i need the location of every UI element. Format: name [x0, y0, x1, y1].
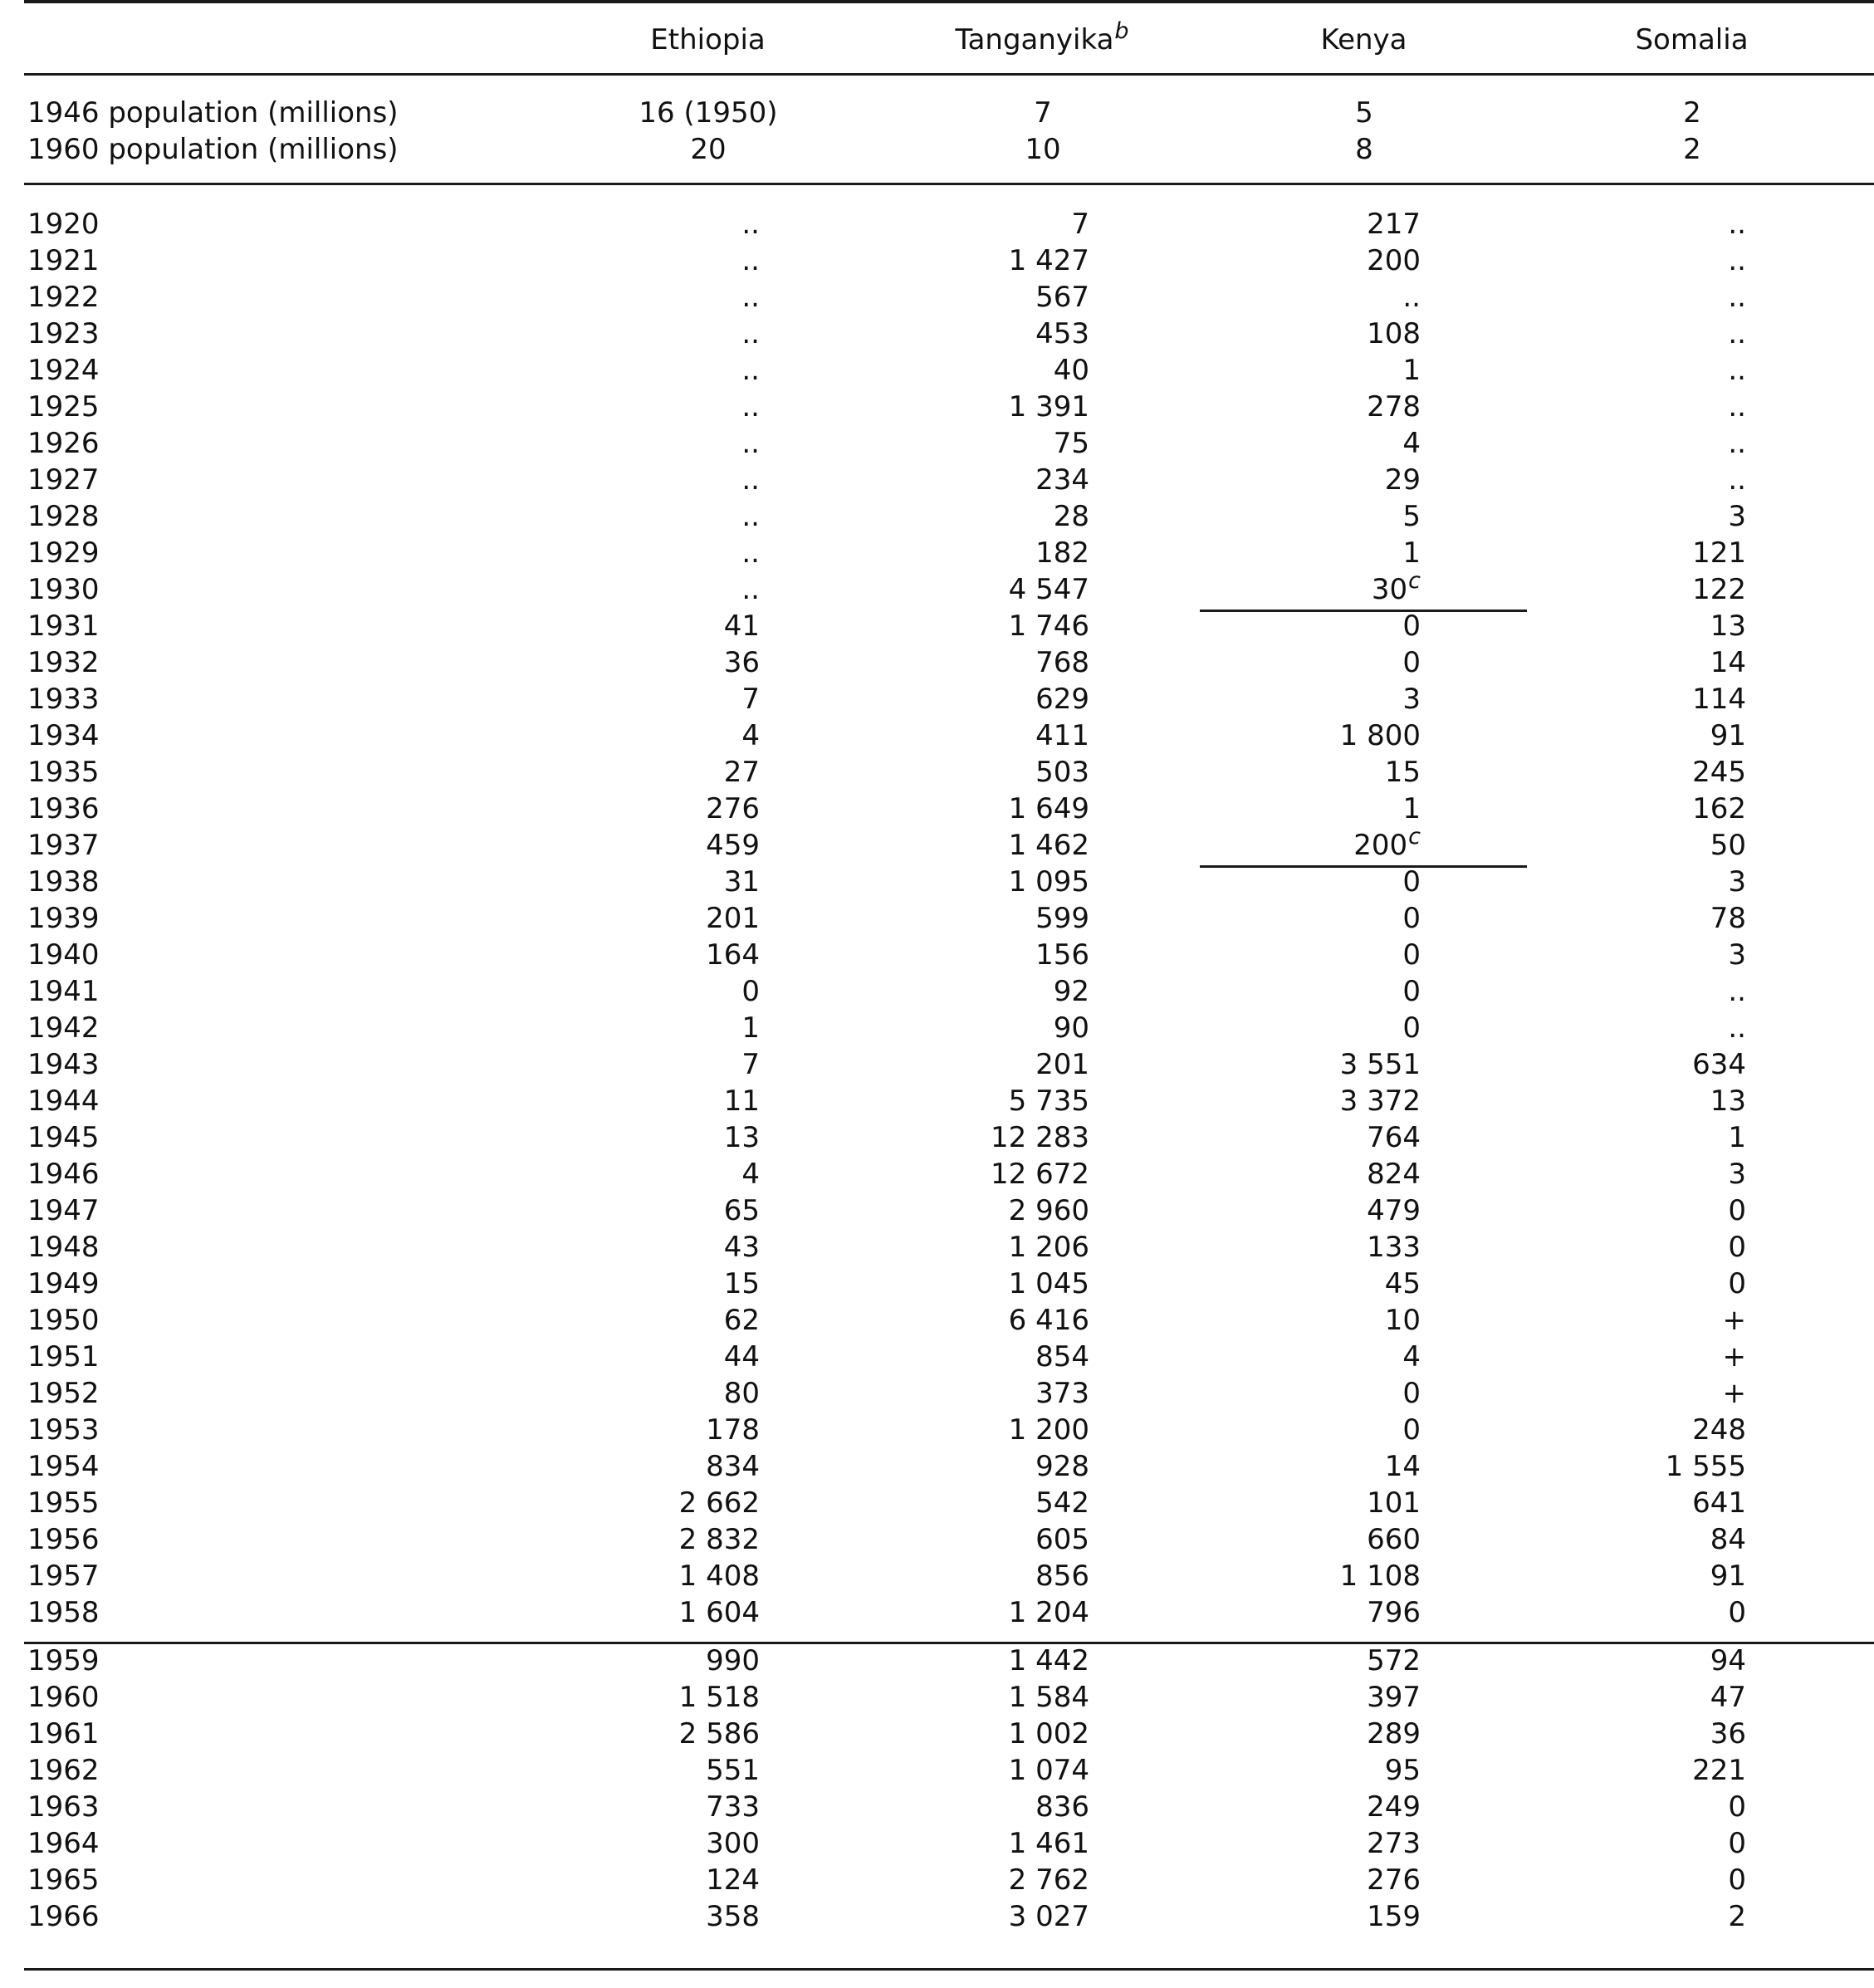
value-somalia: 91 [1710, 1560, 1746, 1593]
value-somalia: 0 [1728, 1231, 1746, 1264]
year-label: 1920 [27, 208, 100, 241]
value-tanganyika: 6 416 [1008, 1304, 1089, 1337]
year-label: 1949 [27, 1267, 100, 1300]
year-label: 1951 [27, 1340, 100, 1373]
value-ethiopia: 43 [723, 1231, 760, 1264]
value-kenya: 217 [1367, 208, 1421, 241]
value-somalia: 84 [1710, 1523, 1746, 1556]
value-kenya: 4 [1402, 1340, 1421, 1373]
value-somalia: 122 [1692, 573, 1746, 606]
value-ethiopia: .. [741, 427, 760, 460]
bottom-rule [24, 1968, 1874, 1971]
value-ethiopia: 31 [723, 865, 760, 899]
year-label: 1942 [27, 1011, 100, 1045]
value-ethiopia: 1 604 [678, 1596, 760, 1629]
value-somalia: 248 [1692, 1413, 1746, 1447]
year-label: 1960 [27, 1681, 100, 1714]
value-kenya: 796 [1367, 1596, 1421, 1629]
value-tanganyika: 836 [1035, 1790, 1089, 1824]
value-kenya: 0 [1402, 975, 1421, 1008]
population-1960-ethiopia: 20 [690, 133, 727, 166]
year-label: 1955 [27, 1486, 100, 1520]
value-tanganyika: 75 [1053, 427, 1089, 460]
value-ethiopia: 459 [706, 829, 760, 862]
value-somalia: 641 [1692, 1486, 1746, 1520]
column-header-tanganyika: Tanganyika$^b$ [955, 18, 1129, 56]
value-tanganyika: 542 [1035, 1486, 1089, 1520]
value-somalia: .. [1728, 390, 1746, 424]
value-kenya: 133 [1367, 1231, 1421, 1264]
kenya-break-rule [1200, 610, 1527, 612]
value-ethiopia: 2 586 [678, 1717, 760, 1751]
population-label-1960: 1960 population (millions) [27, 133, 399, 166]
value-kenya: 0 [1402, 865, 1421, 899]
value-ethiopia: 4 [741, 1158, 760, 1191]
column-header-ethiopia: Ethiopia [650, 23, 766, 56]
year-label: 1943 [27, 1048, 100, 1081]
year-label: 1932 [27, 646, 100, 679]
value-somalia: 2 [1728, 1900, 1746, 1933]
value-kenya: 660 [1367, 1523, 1421, 1556]
value-ethiopia: .. [741, 390, 760, 424]
value-ethiopia: .. [741, 281, 760, 314]
value-tanganyika: 1 204 [1008, 1596, 1089, 1629]
value-ethiopia: 2 662 [678, 1486, 760, 1520]
value-tanganyika: 2 960 [1008, 1194, 1089, 1227]
value-ethiopia: 1 518 [678, 1681, 760, 1714]
value-ethiopia: 178 [706, 1413, 760, 1447]
value-ethiopia: .. [741, 573, 760, 606]
value-somalia: 0 [1728, 1267, 1746, 1300]
value-tanganyika: 3 027 [1008, 1900, 1089, 1933]
value-tanganyika: 40 [1053, 354, 1089, 387]
value-kenya: 1 108 [1339, 1560, 1421, 1593]
year-label: 1938 [27, 865, 100, 899]
value-ethiopia: 124 [706, 1863, 760, 1897]
year-label: 1964 [27, 1827, 100, 1860]
value-somalia: 0 [1728, 1790, 1746, 1824]
population-1946-ethiopia: 16 (1950) [639, 96, 778, 130]
value-kenya: 14 [1384, 1450, 1421, 1483]
value-kenya: 0 [1402, 902, 1421, 935]
value-tanganyika: 856 [1035, 1560, 1089, 1593]
value-tanganyika: 2 762 [1008, 1863, 1089, 1897]
value-kenya: 200 [1367, 244, 1421, 277]
value-kenya: 45 [1384, 1267, 1421, 1300]
value-ethiopia: 65 [723, 1194, 760, 1227]
value-somalia: 36 [1710, 1717, 1746, 1751]
year-label: 1939 [27, 902, 100, 935]
year-label: 1921 [27, 244, 100, 277]
value-tanganyika: 567 [1035, 281, 1089, 314]
value-ethiopia: 733 [706, 1790, 760, 1824]
value-tanganyika: 629 [1035, 683, 1089, 716]
value-somalia: 13 [1710, 1085, 1746, 1118]
year-label: 1931 [27, 610, 100, 643]
year-label: 1930 [27, 573, 100, 606]
column-header-somalia: Somalia [1635, 23, 1749, 56]
value-somalia: + [1722, 1340, 1746, 1373]
value-tanganyika: 1 074 [1008, 1754, 1089, 1787]
value-tanganyika: 411 [1035, 719, 1089, 752]
value-somalia: 3 [1728, 938, 1746, 972]
value-somalia: .. [1728, 281, 1746, 314]
value-ethiopia: .. [741, 354, 760, 387]
value-kenya: 0 [1402, 1377, 1421, 1410]
value-somalia: 162 [1692, 792, 1746, 825]
value-somalia: 91 [1710, 719, 1746, 752]
value-tanganyika: 373 [1035, 1377, 1089, 1410]
value-somalia: 1 555 [1665, 1450, 1746, 1483]
value-ethiopia: 990 [706, 1644, 760, 1677]
population-1946-somalia: 2 [1683, 96, 1701, 130]
value-tanganyika: 5 735 [1008, 1085, 1089, 1118]
value-somalia: 0 [1728, 1596, 1746, 1629]
population-rule [24, 183, 1874, 185]
value-somalia: 245 [1692, 756, 1746, 789]
value-kenya: 159 [1367, 1900, 1421, 1933]
value-tanganyika: 1 462 [1008, 829, 1089, 862]
value-kenya [1353, 824, 1421, 864]
value-kenya: 3 372 [1339, 1085, 1421, 1118]
value-ethiopia: 15 [723, 1267, 760, 1300]
value-somalia: .. [1728, 208, 1746, 241]
value-tanganyika: 1 442 [1008, 1644, 1089, 1677]
value-kenya: 397 [1367, 1681, 1421, 1714]
year-label: 1948 [27, 1231, 100, 1264]
year-label: 1958 [27, 1596, 100, 1629]
population-1946-kenya: 5 [1355, 96, 1373, 130]
year-label: 1925 [27, 390, 100, 424]
year-label: 1957 [27, 1560, 100, 1593]
year-label: 1926 [27, 427, 100, 460]
value-somalia: 1 [1728, 1121, 1746, 1154]
value-tanganyika: 156 [1035, 938, 1089, 972]
value-ethiopia: .. [741, 244, 760, 277]
value-tanganyika: 234 [1035, 463, 1089, 497]
value-kenya: 29 [1384, 463, 1421, 497]
value-kenya-number: 30 [1371, 573, 1408, 606]
year-label: 1952 [27, 1377, 100, 1410]
value-ethiopia: 80 [723, 1377, 760, 1410]
value-tanganyika: 1 002 [1008, 1717, 1089, 1751]
value-kenya: 249 [1367, 1790, 1421, 1824]
value-ethiopia: 4 [741, 719, 760, 752]
value-kenya: 0 [1402, 1413, 1421, 1447]
value-tanganyika: 1 649 [1008, 792, 1089, 825]
value-somalia: .. [1728, 463, 1746, 497]
year-label: 1947 [27, 1194, 100, 1227]
year-label: 1946 [27, 1158, 100, 1191]
value-ethiopia: .. [741, 208, 760, 241]
value-tanganyika: 928 [1035, 1450, 1089, 1483]
value-ethiopia: 1 408 [678, 1560, 760, 1593]
value-somalia: 78 [1710, 902, 1746, 935]
value-ethiopia: .. [741, 463, 760, 497]
value-kenya: 289 [1367, 1717, 1421, 1751]
value-kenya: 1 [1402, 536, 1421, 570]
year-label: 1953 [27, 1413, 100, 1447]
value-kenya: 108 [1367, 317, 1421, 350]
value-somalia: 0 [1728, 1827, 1746, 1860]
value-tanganyika: 453 [1035, 317, 1089, 350]
value-tanganyika: 12 283 [991, 1121, 1089, 1154]
value-tanganyika: 1 584 [1008, 1681, 1089, 1714]
value-kenya: 273 [1367, 1827, 1421, 1860]
value-ethiopia: 13 [723, 1121, 760, 1154]
value-somalia: 121 [1692, 536, 1746, 570]
section-rule-1959 [24, 1642, 1874, 1644]
value-kenya: 824 [1367, 1158, 1421, 1191]
value-ethiopia: 1 [741, 1011, 760, 1045]
value-somalia: 50 [1710, 829, 1746, 862]
value-ethiopia: 276 [706, 792, 760, 825]
value-somalia: 634 [1692, 1048, 1746, 1081]
value-kenya: 479 [1367, 1194, 1421, 1227]
value-somalia: .. [1728, 244, 1746, 277]
value-somalia: 3 [1728, 1158, 1746, 1191]
value-tanganyika: 1 746 [1008, 610, 1089, 643]
value-tanganyika: 1 391 [1008, 390, 1089, 424]
value-tanganyika: 7 [1071, 208, 1089, 241]
value-ethiopia: 62 [723, 1304, 760, 1337]
value-somalia: 94 [1710, 1644, 1746, 1677]
value-kenya [1371, 568, 1421, 608]
kenya-break-rule [1200, 865, 1527, 868]
population-1960-kenya: 8 [1355, 133, 1373, 166]
population-1946-tanganyika: 7 [1034, 96, 1052, 130]
year-label: 1950 [27, 1304, 100, 1337]
value-somalia: 0 [1728, 1194, 1746, 1227]
value-kenya: 3 [1402, 683, 1421, 716]
value-kenya: 0 [1402, 610, 1421, 643]
value-tanganyika: 768 [1035, 646, 1089, 679]
value-tanganyika: 182 [1035, 536, 1089, 570]
top-rule [24, 0, 1874, 3]
value-somalia: 14 [1710, 646, 1746, 679]
value-ethiopia: 0 [741, 975, 760, 1008]
value-somalia: .. [1728, 975, 1746, 1008]
value-kenya: 276 [1367, 1863, 1421, 1897]
value-kenya: 764 [1367, 1121, 1421, 1154]
value-kenya: .. [1402, 281, 1421, 314]
value-ethiopia: 36 [723, 646, 760, 679]
year-label: 1959 [27, 1644, 100, 1677]
value-somalia: 47 [1710, 1681, 1746, 1714]
year-label: 1928 [27, 500, 100, 533]
year-label: 1937 [27, 829, 100, 862]
value-ethiopia: 7 [741, 1048, 760, 1081]
year-label: 1961 [27, 1717, 100, 1751]
value-tanganyika: 1 045 [1008, 1267, 1089, 1300]
value-tanganyika: 599 [1035, 902, 1089, 935]
value-somalia: + [1722, 1304, 1746, 1337]
population-label-1946: 1946 population (millions) [27, 96, 399, 130]
year-label: 1956 [27, 1523, 100, 1556]
value-ethiopia: 164 [706, 938, 760, 972]
value-kenya: 10 [1384, 1304, 1421, 1337]
value-tanganyika: 92 [1053, 975, 1089, 1008]
value-ethiopia: 27 [723, 756, 760, 789]
value-tanganyika: 503 [1035, 756, 1089, 789]
value-kenya: 0 [1402, 1011, 1421, 1045]
value-ethiopia: 44 [723, 1340, 760, 1373]
value-kenya: 15 [1384, 756, 1421, 789]
footnote-marker: c [1408, 824, 1421, 850]
value-ethiopia: 7 [741, 683, 760, 716]
value-ethiopia: 11 [723, 1085, 760, 1118]
value-ethiopia: 551 [706, 1754, 760, 1787]
value-ethiopia: 201 [706, 902, 760, 935]
value-tanganyika: 28 [1053, 500, 1089, 533]
year-label: 1934 [27, 719, 100, 752]
value-somalia: .. [1728, 427, 1746, 460]
value-kenya: 0 [1402, 938, 1421, 972]
value-somalia: 3 [1728, 500, 1746, 533]
value-ethiopia: 41 [723, 610, 760, 643]
value-kenya: 3 551 [1339, 1048, 1421, 1081]
value-ethiopia: 2 832 [678, 1523, 760, 1556]
value-tanganyika: 12 672 [991, 1158, 1089, 1191]
value-kenya: 0 [1402, 646, 1421, 679]
value-tanganyika: 1 206 [1008, 1231, 1089, 1264]
value-ethiopia: 358 [706, 1900, 760, 1933]
year-label: 1945 [27, 1121, 100, 1154]
value-somalia: + [1722, 1377, 1746, 1410]
footnote-marker: c [1408, 568, 1421, 594]
year-label: 1965 [27, 1863, 100, 1897]
value-tanganyika: 605 [1035, 1523, 1089, 1556]
year-label: 1940 [27, 938, 100, 972]
year-label: 1929 [27, 536, 100, 570]
value-somalia: .. [1728, 1011, 1746, 1045]
value-kenya: 5 [1402, 500, 1421, 533]
year-label: 1924 [27, 354, 100, 387]
year-label: 1963 [27, 1790, 100, 1824]
year-label: 1962 [27, 1754, 100, 1787]
year-label: 1941 [27, 975, 100, 1008]
value-kenya: 1 [1402, 792, 1421, 825]
value-tanganyika: 90 [1053, 1011, 1089, 1045]
value-somalia: .. [1728, 354, 1746, 387]
value-kenya: 1 [1402, 354, 1421, 387]
year-label: 1935 [27, 756, 100, 789]
value-tanganyika: 854 [1035, 1340, 1089, 1373]
year-label: 1923 [27, 317, 100, 350]
value-ethiopia: .. [741, 536, 760, 570]
value-somalia: 221 [1692, 1754, 1746, 1787]
value-ethiopia: .. [741, 500, 760, 533]
value-somalia: 3 [1728, 865, 1746, 899]
value-somalia: .. [1728, 317, 1746, 350]
year-label: 1954 [27, 1450, 100, 1483]
value-kenya: 95 [1384, 1754, 1421, 1787]
year-label: 1922 [27, 281, 100, 314]
population-1960-tanganyika: 10 [1025, 133, 1061, 166]
year-label: 1944 [27, 1085, 100, 1118]
value-kenya: 1 800 [1339, 719, 1421, 752]
value-kenya-number: 200 [1353, 829, 1408, 862]
value-ethiopia: 834 [706, 1450, 760, 1483]
value-kenya: 101 [1367, 1486, 1421, 1520]
value-somalia: 0 [1728, 1863, 1746, 1897]
value-somalia: 114 [1692, 683, 1746, 716]
column-header-kenya: Kenya [1320, 23, 1407, 56]
year-label: 1933 [27, 683, 100, 716]
value-tanganyika: 1 461 [1008, 1827, 1089, 1860]
value-ethiopia: .. [741, 317, 760, 350]
value-kenya: 4 [1402, 427, 1421, 460]
value-tanganyika: 201 [1035, 1048, 1089, 1081]
value-tanganyika: 4 547 [1008, 573, 1089, 606]
population-1960-somalia: 2 [1683, 133, 1701, 166]
value-kenya: 278 [1367, 390, 1421, 424]
value-ethiopia: 300 [706, 1827, 760, 1860]
value-tanganyika: 1 095 [1008, 865, 1089, 899]
year-label: 1927 [27, 463, 100, 497]
year-label: 1966 [27, 1900, 100, 1933]
value-tanganyika: 1 427 [1008, 244, 1089, 277]
year-label: 1936 [27, 792, 100, 825]
header-rule [24, 73, 1874, 76]
value-tanganyika: 1 200 [1008, 1413, 1089, 1447]
value-somalia: 13 [1710, 610, 1746, 643]
value-kenya: 572 [1367, 1644, 1421, 1677]
